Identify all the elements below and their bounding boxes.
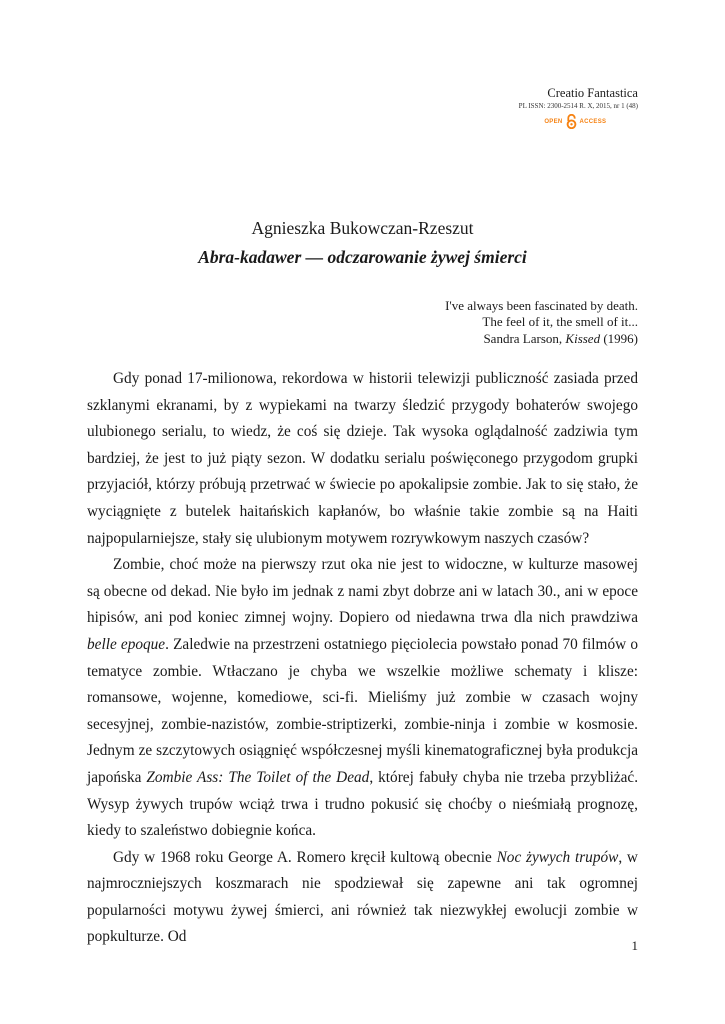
epigraph-source-work: Kissed bbox=[565, 330, 601, 346]
open-access-left-label: OPEN bbox=[544, 118, 563, 125]
journal-name: Creatio Fantastica bbox=[547, 86, 638, 100]
paragraph-3 bbox=[87, 845, 638, 951]
epigraph-source bbox=[445, 331, 638, 347]
journal-header bbox=[519, 86, 638, 129]
open-access-lock-icon bbox=[566, 114, 577, 129]
paragraph-3-text-b: , w najmroczniejszych koszmarach nie spodziewał się zapewne ani tak ogromnej popularności motywu żywej śmierci, ani również tak niezwykłej ewolucji zombie w popkulturze. Od bbox=[87, 848, 638, 946]
epigraph-line-1: I've always been fascinated by death. bbox=[445, 298, 638, 313]
open-access-badge bbox=[519, 114, 632, 129]
paragraph-2-text-c: , której fabuły chyba nie trzeba przybliżać. Wysyp żywych trupów wciąż trwa i trudno pokusić się choćby o nieśmiałą prognozę, kiedy to szaleństwo dobiegnie końca. bbox=[87, 768, 639, 840]
epigraph-line-2: The feel of it, the smell of it... bbox=[482, 314, 638, 330]
open-access-right-label: ACCESS bbox=[579, 118, 607, 125]
paragraph-2-italic-1: belle epoque bbox=[87, 635, 166, 653]
article-author: Agnieszka Bukowczan-Rzeszut bbox=[251, 218, 474, 238]
paragraph-2-text-a: Zombie, choć może na pierwszy rzut oka nie jest to widoczne, w kulturze masowej są obecne od dekad. Nie było im jednak z nami zbyt dobrze ani w latach 30., ani w epoce hipisów, ani pod koniec zimnej wojny. Dopiero od niedawna trwa dla nich prawdziwa bbox=[87, 556, 638, 627]
paragraph-3-italic-1: Noc żywych trupów bbox=[496, 848, 619, 866]
paragraph-2-text-b: . Zaledwie na przestrzeni ostatniego pięciolecia powstało ponad 70 filmów o tematyce zombie. Wtłaczano je chyba we wszelkie możliwe schematy i klisze: romansowe, wojenne, komediowe, sci-fi. Mieliśmy już zombie w czasach wojny secesyjnej, zombie-nazistów, zombie-striptizerki, zombie-ninja i zombie w kosmosie. Jednym ze szczytowych osiągnięć współczesnej myśli kinematograficznej była produkcja japońska bbox=[87, 635, 638, 786]
page-number: 1 bbox=[631, 938, 638, 953]
paragraph-1: Gdy ponad 17-milionowa, rekordowa w historii telewizji publiczność zasiada przed szklanymi ekranami, by z wypiekami na twarzy śledzić przygody bohaterów swojego ulubionego serialu, to wiedz, że coś się dzieje. Tak wysoka oglądalność zadziwia tym bardziej, że jest to już piąty sezon. W dodatku serialu poświęconego przygodom grupki przyjaciół, którzy próbują przetrwać w świecie po apokalipsie zombie. Jak to się stało, że wyciągnięte z butelek haitańskich kapłanów, bo właśnie takie zombie są na Haiti najpopularniejsze, stały się ulubionym motywem rozrywkowym naszych czasów? bbox=[87, 370, 638, 547]
epigraph bbox=[445, 298, 638, 347]
journal-issn: PL ISSN: 2300-2514 R. X, 2015, nr 1 (48) bbox=[518, 102, 638, 110]
paragraph-3-text-a: Gdy w 1968 roku George A. Romero kręcił kultową obecnie bbox=[113, 848, 497, 866]
article-title: Abra-kadawer — odczarowanie żywej śmierci bbox=[198, 247, 527, 267]
epigraph-source-author: Sandra Larson, bbox=[483, 330, 566, 346]
paragraph-2 bbox=[87, 552, 638, 845]
article-body bbox=[87, 366, 638, 951]
paragraph-2-italic-2: Zombie Ass: The Toilet of the Dead bbox=[146, 768, 370, 786]
epigraph-source-year: (1996) bbox=[600, 330, 638, 346]
